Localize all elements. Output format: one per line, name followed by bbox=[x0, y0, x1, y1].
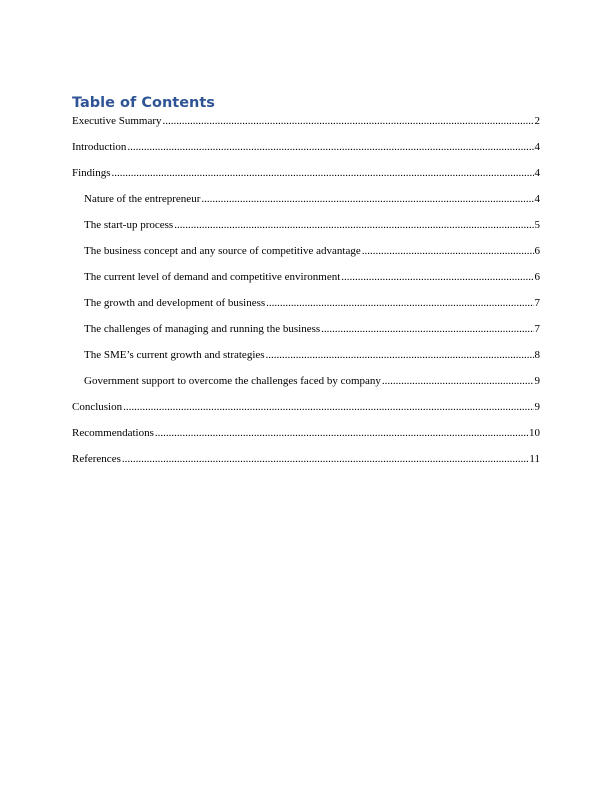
toc-page-number: 7 bbox=[534, 297, 540, 309]
toc-entry-text: The challenges of managing and running the business bbox=[84, 323, 321, 335]
toc-dot-leader bbox=[362, 244, 534, 258]
toc-dot-leader bbox=[201, 192, 533, 206]
toc-entry-references[interactable] bbox=[72, 452, 540, 478]
toc-page-number: 4 bbox=[534, 167, 540, 179]
toc-entry-recommendations[interactable] bbox=[72, 426, 540, 452]
toc-entry-text: The start-up process bbox=[84, 219, 174, 231]
toc-page-number: 11 bbox=[529, 453, 540, 465]
toc-entry-growth-development[interactable] bbox=[72, 296, 540, 322]
toc-dot-leader bbox=[123, 400, 533, 414]
toc-dot-leader bbox=[122, 452, 529, 466]
toc-list bbox=[72, 114, 540, 478]
toc-page-number: 9 bbox=[534, 375, 540, 387]
toc-page-number: 10 bbox=[529, 427, 540, 439]
toc-page-number: 6 bbox=[534, 245, 540, 257]
table-of-contents bbox=[72, 94, 540, 478]
toc-page-number: 8 bbox=[534, 349, 540, 361]
toc-dot-leader bbox=[382, 374, 534, 388]
toc-dot-leader bbox=[174, 218, 533, 232]
toc-dot-leader bbox=[163, 114, 534, 128]
toc-page-number: 2 bbox=[534, 115, 540, 127]
toc-entry-introduction[interactable] bbox=[72, 140, 540, 166]
toc-entry-nature-of-entrepreneur[interactable] bbox=[72, 192, 540, 218]
toc-dot-leader bbox=[321, 322, 533, 336]
toc-entry-text: Nature of the entrepreneur bbox=[84, 193, 201, 205]
toc-entry-business-concept[interactable] bbox=[72, 244, 540, 270]
toc-entry-text: References bbox=[72, 453, 121, 465]
toc-dot-leader bbox=[127, 140, 533, 154]
toc-entry-conclusion[interactable] bbox=[72, 400, 540, 426]
toc-entry-text: Conclusion bbox=[72, 401, 123, 413]
toc-title: Table of Contents bbox=[72, 95, 215, 111]
toc-entry-executive-summary[interactable] bbox=[72, 114, 540, 140]
toc-page-number: 4 bbox=[534, 141, 540, 153]
toc-dot-leader bbox=[266, 348, 534, 362]
toc-page-number: 9 bbox=[534, 401, 540, 413]
toc-entry-text: Recommendations bbox=[72, 427, 154, 439]
toc-entry-sme-growth-strategies[interactable] bbox=[72, 348, 540, 374]
toc-dot-leader bbox=[155, 426, 528, 440]
toc-entry-text: The current level of demand and competitive environment bbox=[84, 271, 341, 283]
toc-entry-government-support[interactable] bbox=[72, 374, 540, 400]
toc-entry-findings[interactable] bbox=[72, 166, 540, 192]
toc-entry-start-up-process[interactable] bbox=[72, 218, 540, 244]
toc-entry-text: Government support to overcome the challenges faced by company bbox=[84, 375, 381, 387]
toc-entry-text: The growth and development of business bbox=[84, 297, 266, 309]
toc-dot-leader bbox=[341, 270, 533, 284]
toc-entry-text: The SME’s current growth and strategies bbox=[84, 349, 265, 361]
toc-entry-text: Executive Summary bbox=[72, 115, 162, 127]
toc-entry-text: Findings bbox=[72, 167, 111, 179]
toc-page-number: 4 bbox=[534, 193, 540, 205]
toc-page-number: 5 bbox=[534, 219, 540, 231]
toc-page-number: 7 bbox=[534, 323, 540, 335]
toc-page-number: 6 bbox=[534, 271, 540, 283]
toc-entry-text: The business concept and any source of competitive advantage bbox=[84, 245, 361, 257]
toc-dot-leader bbox=[266, 296, 533, 310]
toc-entry-demand-competitive-environment[interactable] bbox=[72, 270, 540, 296]
toc-entry-challenges-managing[interactable] bbox=[72, 322, 540, 348]
toc-dot-leader bbox=[112, 166, 534, 180]
toc-entry-text: Introduction bbox=[72, 141, 127, 153]
